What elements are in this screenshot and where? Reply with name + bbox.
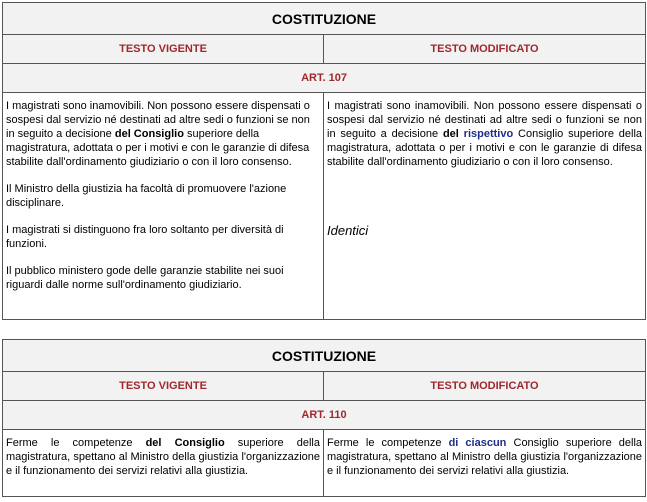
table-title: COSTITUZIONE: [3, 3, 646, 35]
testo-vigente-cell: [3, 93, 324, 320]
testo-modificato-cell: [324, 430, 646, 497]
text-span: I magistrati sono inamovibili. Non possono essere dispensati o sospesi dal servizio né destinati ad altre sedi o funzioni se non in seguito a decisione: [327, 100, 643, 140]
comparison-table-art-110: [2, 339, 646, 497]
paragraph: Il Ministro della giustizia ha facoltà di promuovere l'azione disciplinare.: [6, 183, 287, 209]
testo-vigente-cell: [3, 430, 324, 497]
column-header-testo-vigente: TESTO VIGENTE: [3, 35, 324, 64]
paragraph: [6, 99, 320, 169]
highlighted-text: del: [442, 128, 459, 140]
inserted-text: rispettivo: [463, 128, 514, 140]
comparison-table-art-107: [2, 2, 646, 320]
text-span: Consiglio superiore della magistratura, spettano al Ministro della giustizia l'organizzazione e il funzionamento dei servizi relativi alla giustizia.: [327, 437, 643, 477]
column-header-testo-vigente: TESTO VIGENTE: [3, 372, 324, 401]
highlighted-text: del Consiglio: [114, 128, 184, 140]
highlighted-text: del Consiglio: [145, 437, 225, 449]
table-title: COSTITUZIONE: [3, 340, 646, 372]
text-span: I magistrati sono inamovibili. Non possono essere dispensati o sospesi dal servizio né destinati ad altre sedi o funzioni se non in seguito a decisione: [6, 100, 310, 140]
article-number: ART. 110: [3, 401, 646, 430]
text-span: superiore della magistratura, spettano al Ministro della giustizia l'organizzazione e il funzionamento dei servizi relativi alla giustizia.: [6, 437, 320, 477]
paragraph: [327, 99, 642, 169]
paragraph: [6, 436, 320, 478]
inserted-text: di ciascun: [448, 437, 507, 449]
paragraph: Il pubblico ministero gode delle garanzie stabilite nei suoi riguardi dalle norme sull'ordinamento giudiziario.: [6, 265, 284, 291]
paragraph: I magistrati si distinguono fra loro soltanto per diversità di funzioni.: [6, 224, 284, 250]
text-span: Consiglio superiore della magistratura, adottata o per i motivi e con le garanzie di difesa stabilite dall'ordinamento giudiziario o con il loro consenso.: [327, 128, 643, 168]
text-span: superiore della magistratura, adottata o per i motivi e con le garanzie di difesa stabilite dall'ordinamento giudiziario o con il loro consenso.: [6, 128, 310, 168]
paragraph: [327, 436, 642, 478]
article-number: ART. 107: [3, 64, 646, 93]
column-header-testo-modificato: TESTO MODIFICATO: [324, 372, 646, 401]
text-span: Ferme le competenze: [6, 437, 146, 449]
column-header-testo-modificato: TESTO MODIFICATO: [324, 35, 646, 64]
testo-modificato-cell: [324, 93, 646, 320]
identici-note: Identici: [327, 223, 369, 238]
text-span: Ferme le competenze: [327, 437, 449, 449]
